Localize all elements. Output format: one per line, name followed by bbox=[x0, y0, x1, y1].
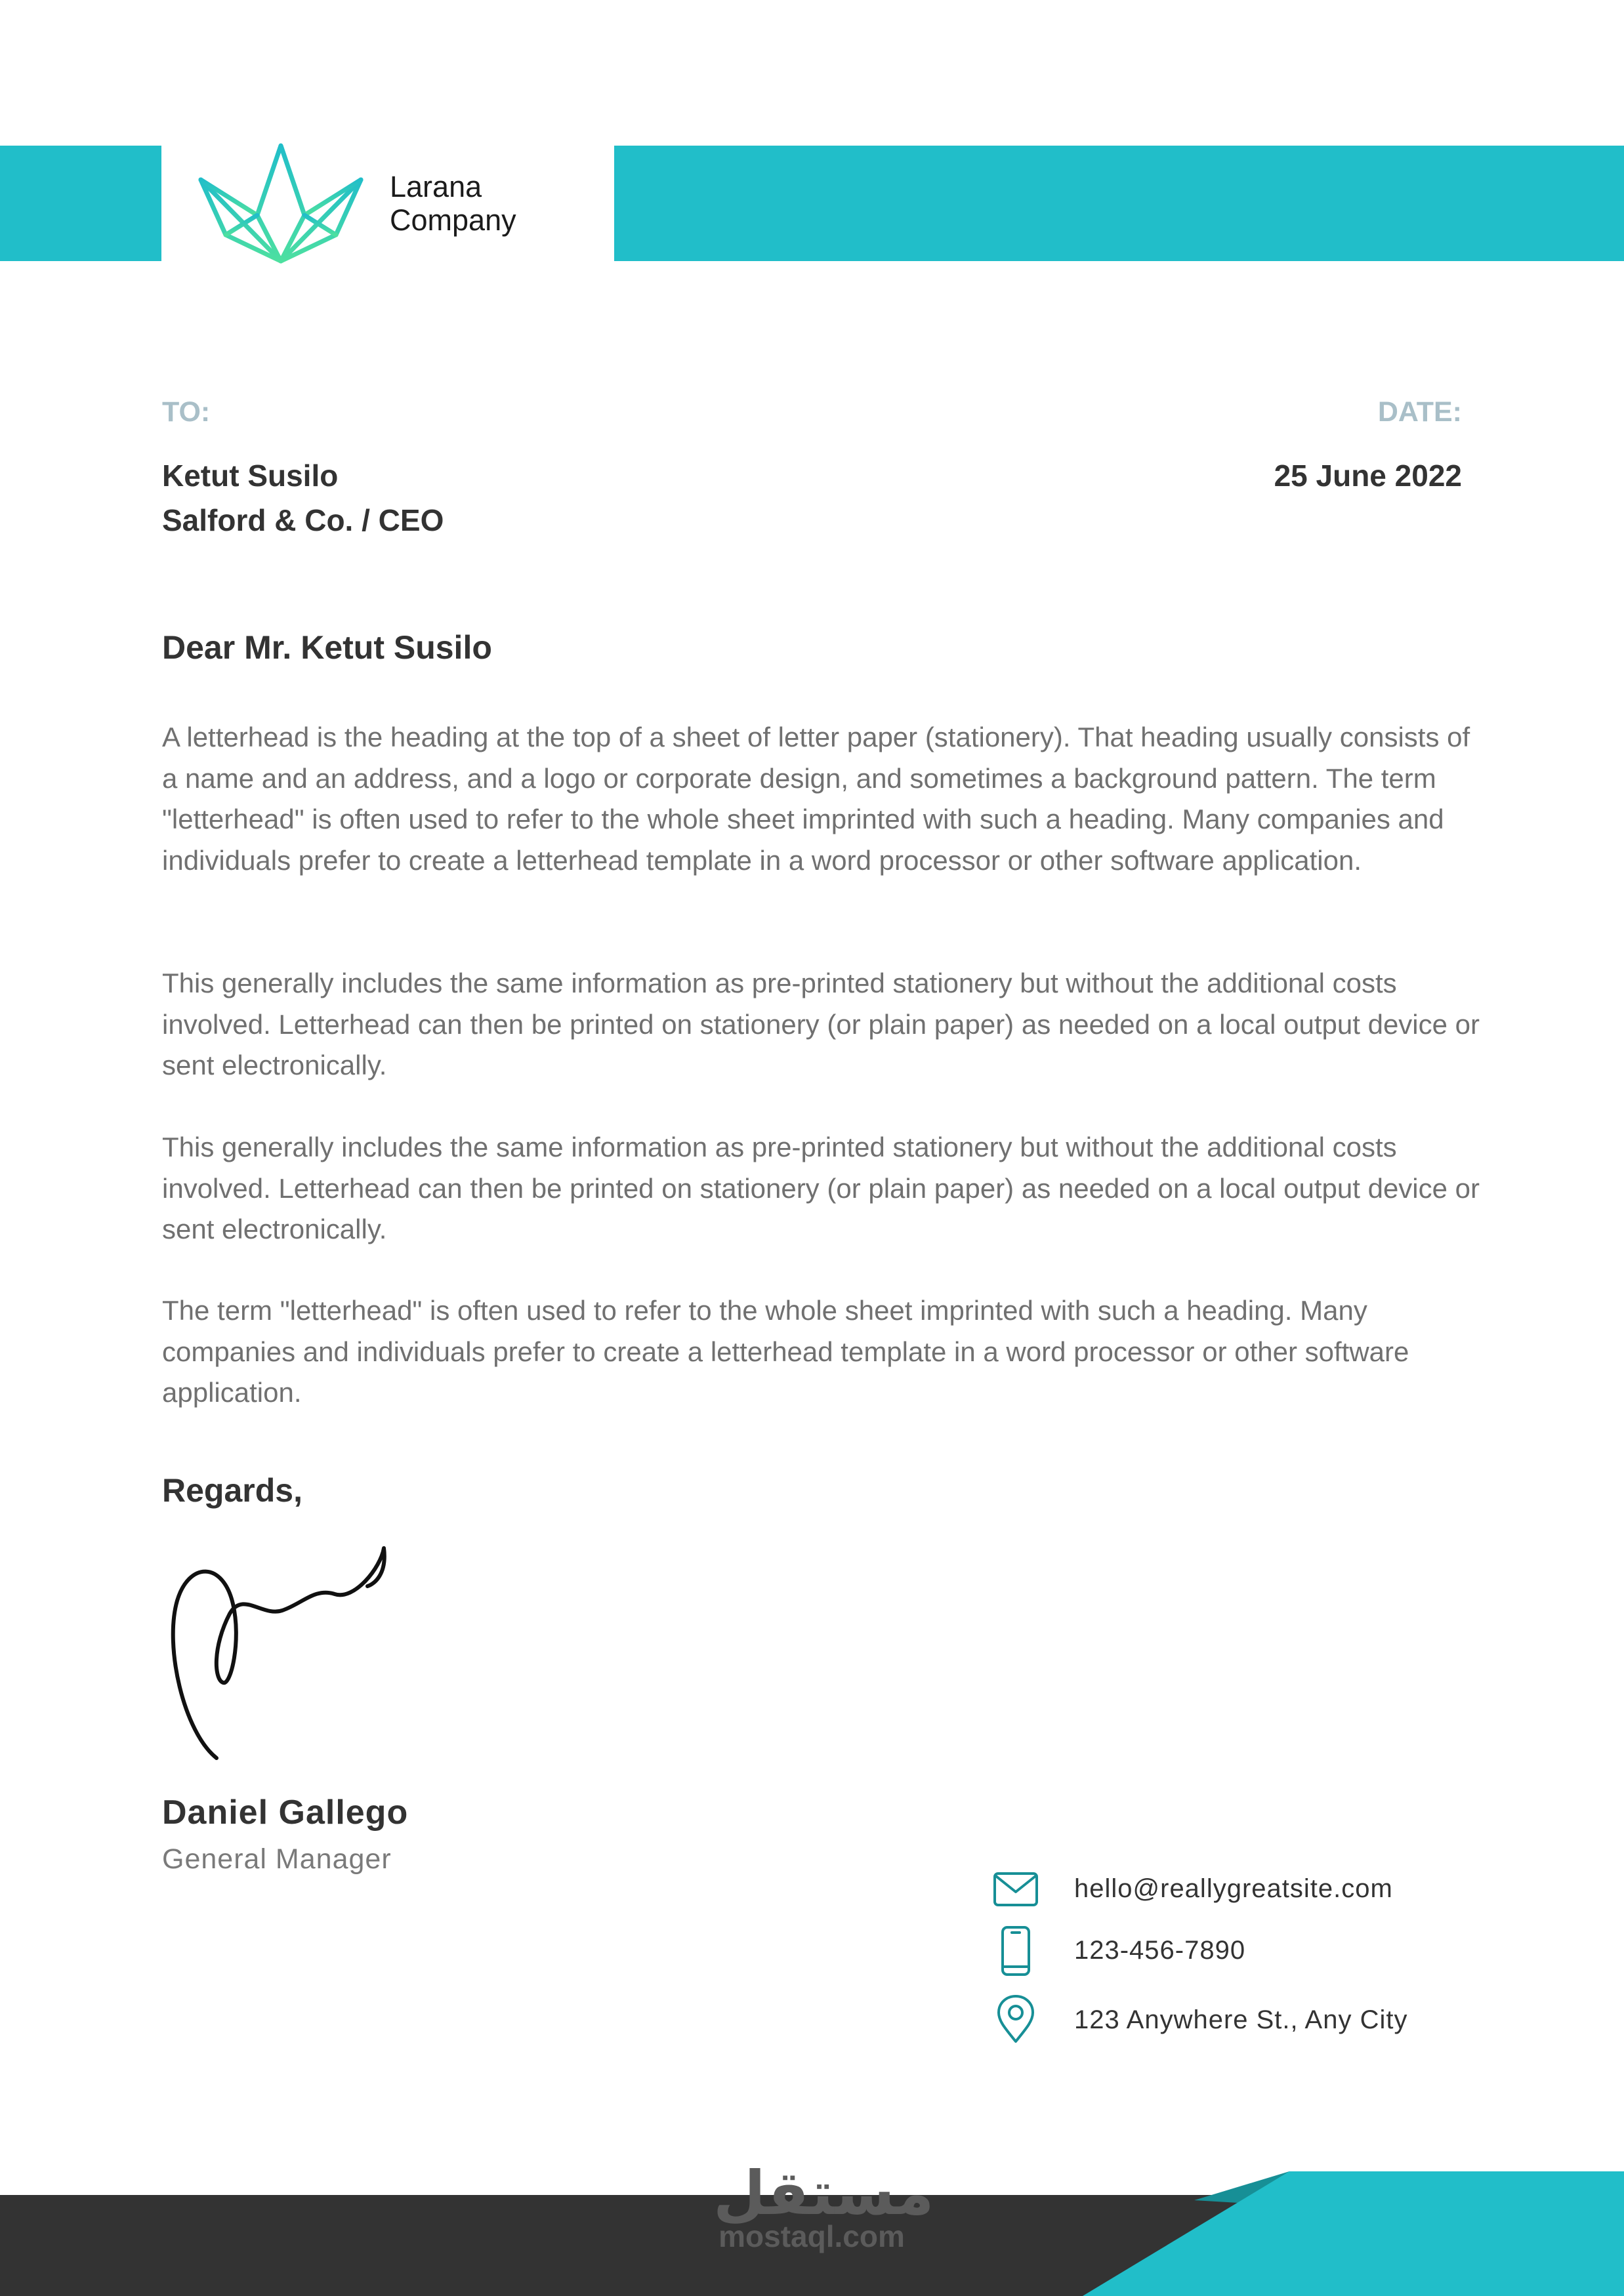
watermark-latin: mostaql.com bbox=[718, 2219, 905, 2253]
header-bar-right bbox=[614, 146, 1624, 261]
date-value: 25 June 2022 bbox=[1274, 459, 1462, 493]
recipient-name: Ketut Susilo bbox=[162, 459, 339, 493]
to-label: TO: bbox=[162, 396, 211, 428]
map-pin-icon bbox=[991, 1994, 1041, 2044]
body-paragraph-4: The term "letterhead" is often used to refer to the whole sheet imprinted with such a heading. Many companies and individuals prefer to create a letterhead template in a word processor or other software application. bbox=[162, 1295, 1409, 1408]
recipient-company: Salford & Co. / CEO bbox=[162, 503, 444, 537]
contact-address: 123 Anywhere St., Any City bbox=[1074, 2005, 1408, 2034]
watermark-arabic: مستقل bbox=[713, 2160, 934, 2227]
signer-title: General Manager bbox=[162, 1843, 392, 1875]
header-bar-left bbox=[0, 146, 161, 261]
signature bbox=[157, 1535, 394, 1765]
body-paragraph-1: A letterhead is the heading at the top of a sheet of letter paper (stationery). That heading usually consists of a name and an address, and a logo or corporate design, and sometimes a background pattern. The term "letterhead" is often used to refer to the whole sheet imprinted with such a heading. Many companies and individuals prefer to create a letterhead template in a word processor or other software application. bbox=[162, 722, 1470, 876]
crown-logo-icon bbox=[197, 143, 365, 264]
contact-phone: 123-456-7890 bbox=[1074, 1936, 1246, 1965]
signer-name: Daniel Gallego bbox=[162, 1794, 409, 1832]
date-label: DATE: bbox=[1377, 396, 1462, 428]
contact-email: hello@reallygreatsite.com bbox=[1074, 1874, 1393, 1903]
phone-icon bbox=[991, 1926, 1041, 1976]
brand-name-line-1: Larana bbox=[390, 170, 482, 203]
closing: Regards, bbox=[162, 1472, 302, 1509]
envelope-icon bbox=[991, 1864, 1041, 1914]
brand-name-line-2: Company bbox=[390, 203, 516, 237]
body-paragraph-3: This generally includes the same information as pre-printed stationery but without the additional costs involved. Letterhead can then be printed on stationery (or plain paper) as needed on a local output device or sent electronically. bbox=[162, 1132, 1480, 1244]
body-paragraph-2: This generally includes the same information as pre-printed stationery but without the additional costs involved. Letterhead can then be printed on stationery (or plain paper) as needed on a local output device or sent electronically. bbox=[162, 968, 1480, 1080]
salutation: Dear Mr. Ketut Susilo bbox=[162, 629, 492, 666]
